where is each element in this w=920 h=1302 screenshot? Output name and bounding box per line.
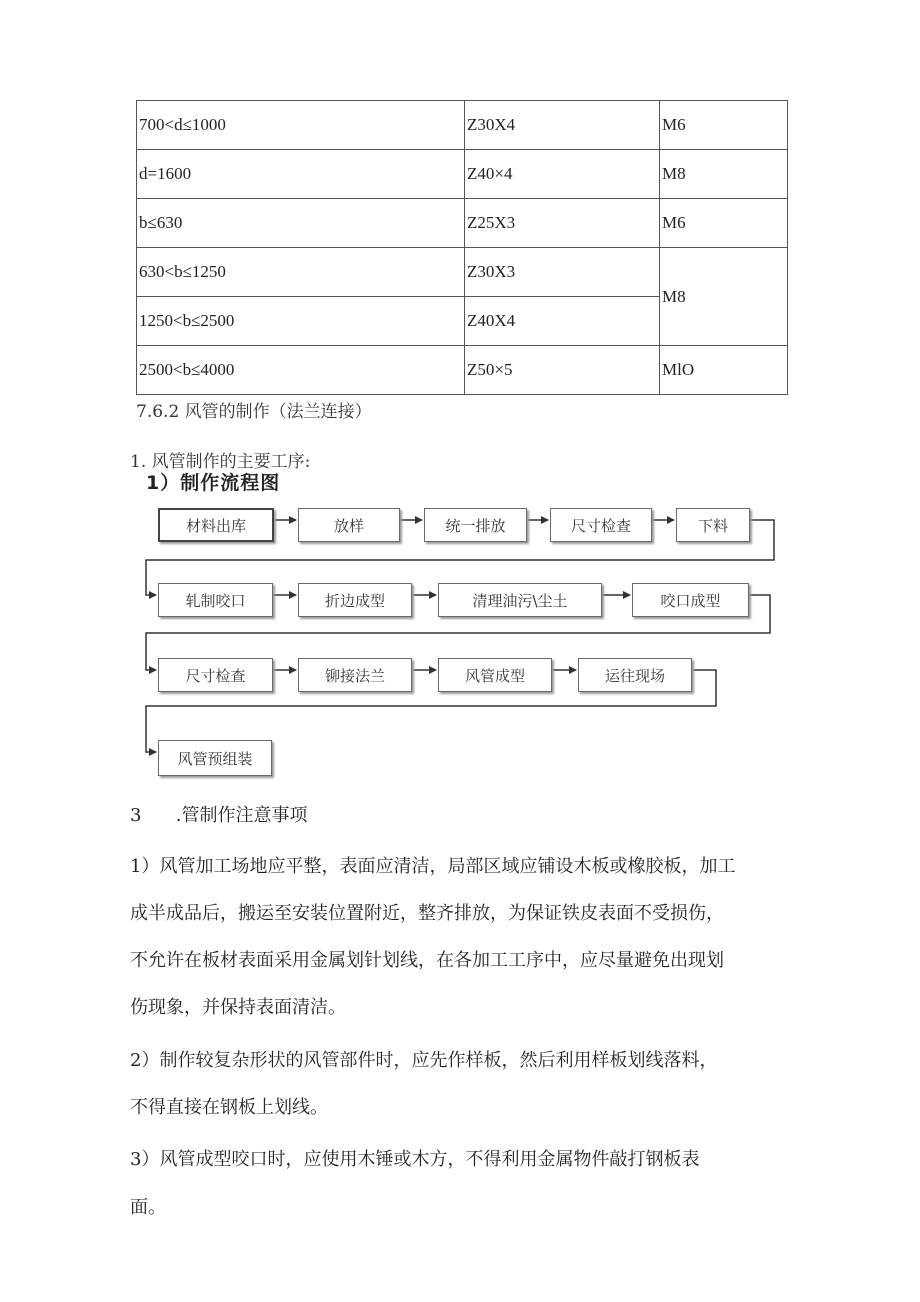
bolt-cell: M6 <box>660 199 788 248</box>
flow-step-unified-layout: 统一排放 <box>424 508 527 542</box>
section-title: 7.6.2 风管的制作（法兰连接） <box>136 402 372 422</box>
note-2-line-2: 不得直接在钢板上划线。 <box>130 1097 328 1118</box>
size-cell: d=1600 <box>137 150 465 199</box>
flow-step-cutting: 下料 <box>676 508 750 542</box>
bolt-cell: MlO <box>660 346 788 395</box>
size-cell: 700<d≤1000 <box>137 101 465 150</box>
note-2-line-1: 2）制作较复杂形状的风管部件时，应先作样板，然后利用样板划线落料， <box>130 1050 718 1071</box>
note-1-line-3: 不允许在板材表面采用金属划针划线，在各加工工序中，应尽量避免出现划 <box>130 950 724 971</box>
size-cell: 630<b≤1250 <box>137 248 465 297</box>
process-heading: 1. 风管制作的主要工序: <box>130 452 311 472</box>
flow-step-fold-forming: 折边成型 <box>298 583 412 617</box>
size-cell: 1250<b≤2500 <box>137 297 465 346</box>
note-3-line-1: 3）风管成型咬口时，应使用木锤或木方，不得利用金属物件敲打钢板表 <box>130 1149 700 1170</box>
flow-step-size-check-2: 尺寸检查 <box>158 658 273 692</box>
table-row <box>137 101 788 150</box>
note-1-line-4: 伤现象，并保持表面清洁。 <box>130 997 346 1018</box>
notes-heading: 3 .管制作注意事项 <box>130 805 308 826</box>
profile-cell: Z50×5 <box>465 346 660 395</box>
flow-step-roll-seam: 轧制咬口 <box>158 583 273 617</box>
table-row <box>137 199 788 248</box>
note-3-line-2: 面。 <box>130 1197 166 1218</box>
flow-step-duct-forming: 风管成型 <box>438 658 552 692</box>
profile-cell: Z40X4 <box>465 297 660 346</box>
profile-cell: Z30X4 <box>465 101 660 150</box>
profile-cell: Z40×4 <box>465 150 660 199</box>
profile-cell: Z25X3 <box>465 199 660 248</box>
table-row <box>137 346 788 395</box>
bolt-cell: M8 <box>660 150 788 199</box>
table-row <box>137 248 788 297</box>
table-row <box>137 150 788 199</box>
flow-step-layout: 放样 <box>298 508 400 542</box>
profile-cell: Z30X3 <box>465 248 660 297</box>
flow-step-ship-to-site: 运往现场 <box>578 658 692 692</box>
flowchart-heading: 1）制作流程图 <box>146 472 281 494</box>
flow-step-seam-forming: 咬口成型 <box>632 583 749 617</box>
flange-spec-table <box>136 100 788 395</box>
flow-step-rivet-flange: 铆接法兰 <box>298 658 412 692</box>
flow-step-material-out: 材料出库 <box>158 508 274 542</box>
flow-step-clean-oil-dust: 清理油污\尘土 <box>438 583 602 617</box>
note-1-line-2: 成半成品后，搬运至安装位置附近，整齐排放，为保证铁皮表面不受损伤， <box>130 903 724 924</box>
bolt-cell: M8 <box>660 248 788 346</box>
flow-step-size-check: 尺寸检查 <box>550 508 652 542</box>
size-cell: 2500<b≤4000 <box>137 346 465 395</box>
size-cell: b≤630 <box>137 199 465 248</box>
flow-step-pre-assembly: 风管预组装 <box>158 740 272 776</box>
bolt-cell: M6 <box>660 101 788 150</box>
note-1-line-1: 1）风管加工场地应平整，表面应清洁，局部区域应铺设木板或橡胶板，加工 <box>130 856 736 877</box>
